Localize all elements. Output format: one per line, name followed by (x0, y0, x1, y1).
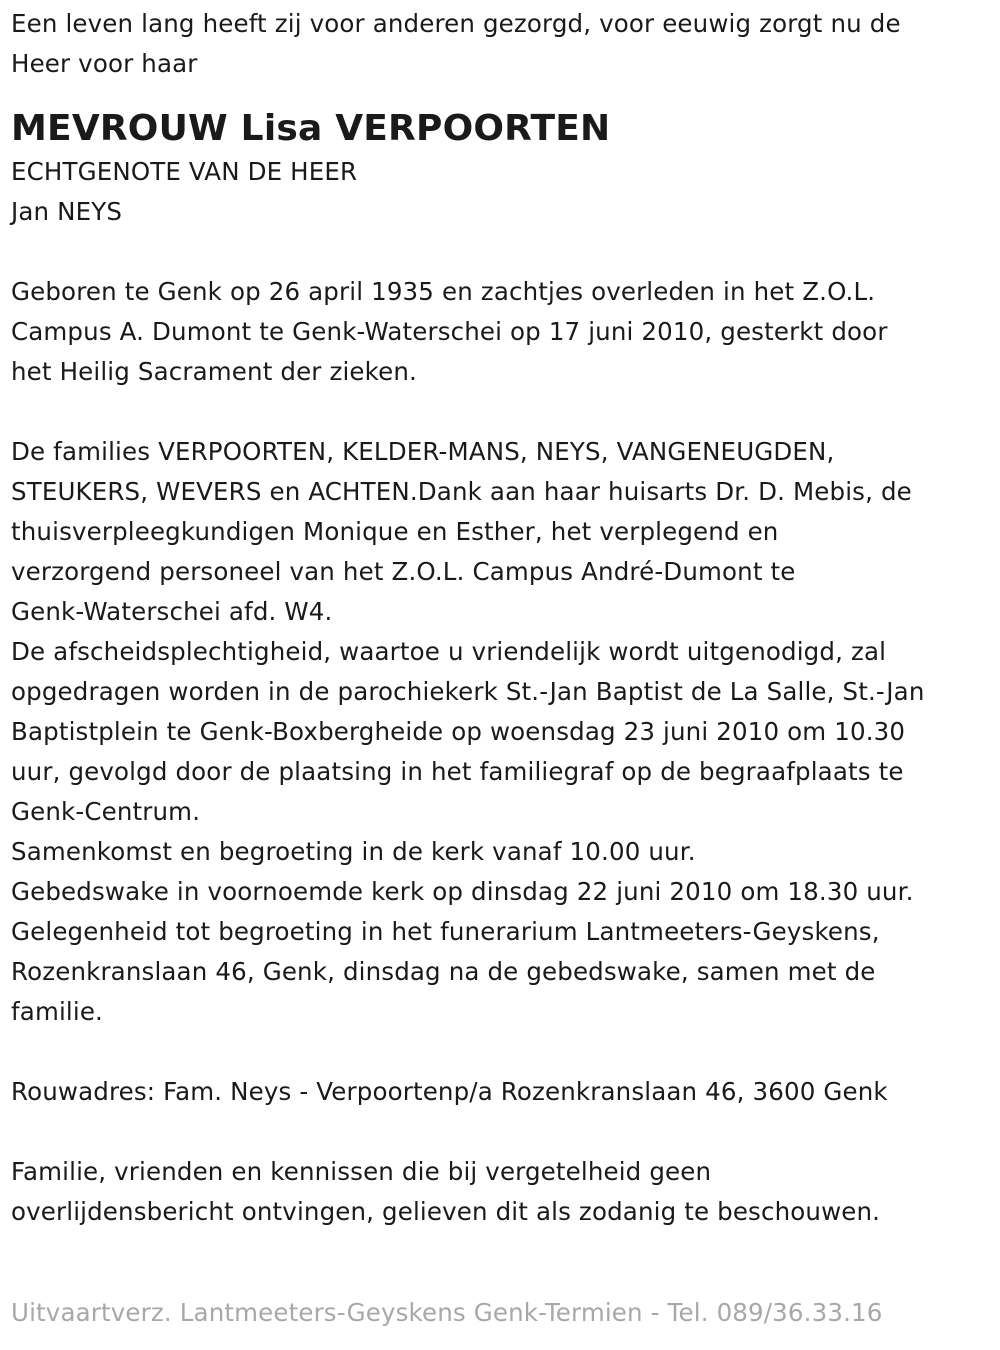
funeral-home-footer: Uitvaartverz. Lantmeeters-Geyskens Genk-Termien - Tel. 089/36.33.16 (11, 1298, 883, 1327)
paragraph-line: opgedragen worden in de parochiekerk St.-Jan Baptist de La Salle, St.-Jan (11, 677, 925, 706)
mourning-address: Rouwadres: Fam. Neys - Verpoortenp/a Rozenkranslaan 46, 3600 Genk (11, 1077, 888, 1106)
wake-text: Gebedswake in voornoemde kerk op dinsdag 22 juni 2010 om 18.30 uur. (11, 877, 914, 906)
paragraph-line: familie. (11, 997, 103, 1026)
paragraph-line: Gelegenheid tot begroeting in het funerarium Lantmeeters-Geyskens, (11, 917, 880, 946)
paragraph-line: Familie, vrienden en kennissen die bij vergetelheid geen (11, 1157, 712, 1186)
paragraph-line: Campus A. Dumont te Genk-Waterschei op 17 juni 2010, gesterkt door (11, 317, 888, 346)
motto-text (11, 4, 986, 84)
spouse-name: Jan NEYS (11, 197, 123, 226)
paragraph-line: Baptistplein te Genk-Boxbergheide op woensdag 23 juni 2010 om 10.30 (11, 717, 906, 746)
paragraph-line: De families VERPOORTEN, KELDER-MANS, NEYS, VANGENEUGDEN, (11, 437, 835, 466)
paragraph-line: Geboren te Genk op 26 april 1935 en zachtjes overleden in het Z.O.L. (11, 277, 876, 306)
deceased-name: MEVROUW Lisa VERPOORTEN (11, 108, 611, 149)
relation-text: ECHTGENOTE VAN DE HEER (11, 157, 358, 186)
paragraph-line: het Heilig Sacrament der zieken. (11, 357, 417, 386)
notice-paragraph (11, 1152, 986, 1232)
paragraph-line: Genk-Waterschei afd. W4. (11, 597, 333, 626)
paragraph-line: overlijdensbericht ontvingen, gelieven dit als zodanig te beschouwen. (11, 1197, 881, 1226)
obituary-notice (11, 4, 986, 1232)
paragraph-line: uur, gevolgd door de plaatsing in het familiegraf op de begraafplaats te (11, 757, 904, 786)
paragraph-line: STEUKERS, WEVERS en ACHTEN.Dank aan haar huisarts Dr. D. Mebis, de (11, 477, 912, 506)
paragraph-line: Genk-Centrum. (11, 797, 201, 826)
paragraph-line: verzorgend personeel van het Z.O.L. Campus André-Dumont te (11, 557, 796, 586)
gathering-text: Samenkomst en begroeting in de kerk vanaf 10.00 uur. (11, 837, 696, 866)
birth-death-paragraph (11, 272, 986, 392)
ceremony-paragraph (11, 632, 986, 832)
paragraph-line: Rozenkranslaan 46, Genk, dinsdag na de gebedswake, samen met de (11, 957, 876, 986)
paragraph-line: thuisverpleegkundigen Monique en Esther, het verplegend en (11, 517, 779, 546)
motto-line: Een leven lang heeft zij voor anderen gezorgd, voor eeuwig zorgt nu de (11, 9, 901, 38)
visitation-paragraph (11, 912, 986, 1032)
paragraph-line: De afscheidsplechtigheid, waartoe u vriendelijk wordt uitgenodigd, zal (11, 637, 887, 666)
motto-line: Heer voor haar (11, 49, 198, 78)
families-paragraph (11, 432, 986, 632)
